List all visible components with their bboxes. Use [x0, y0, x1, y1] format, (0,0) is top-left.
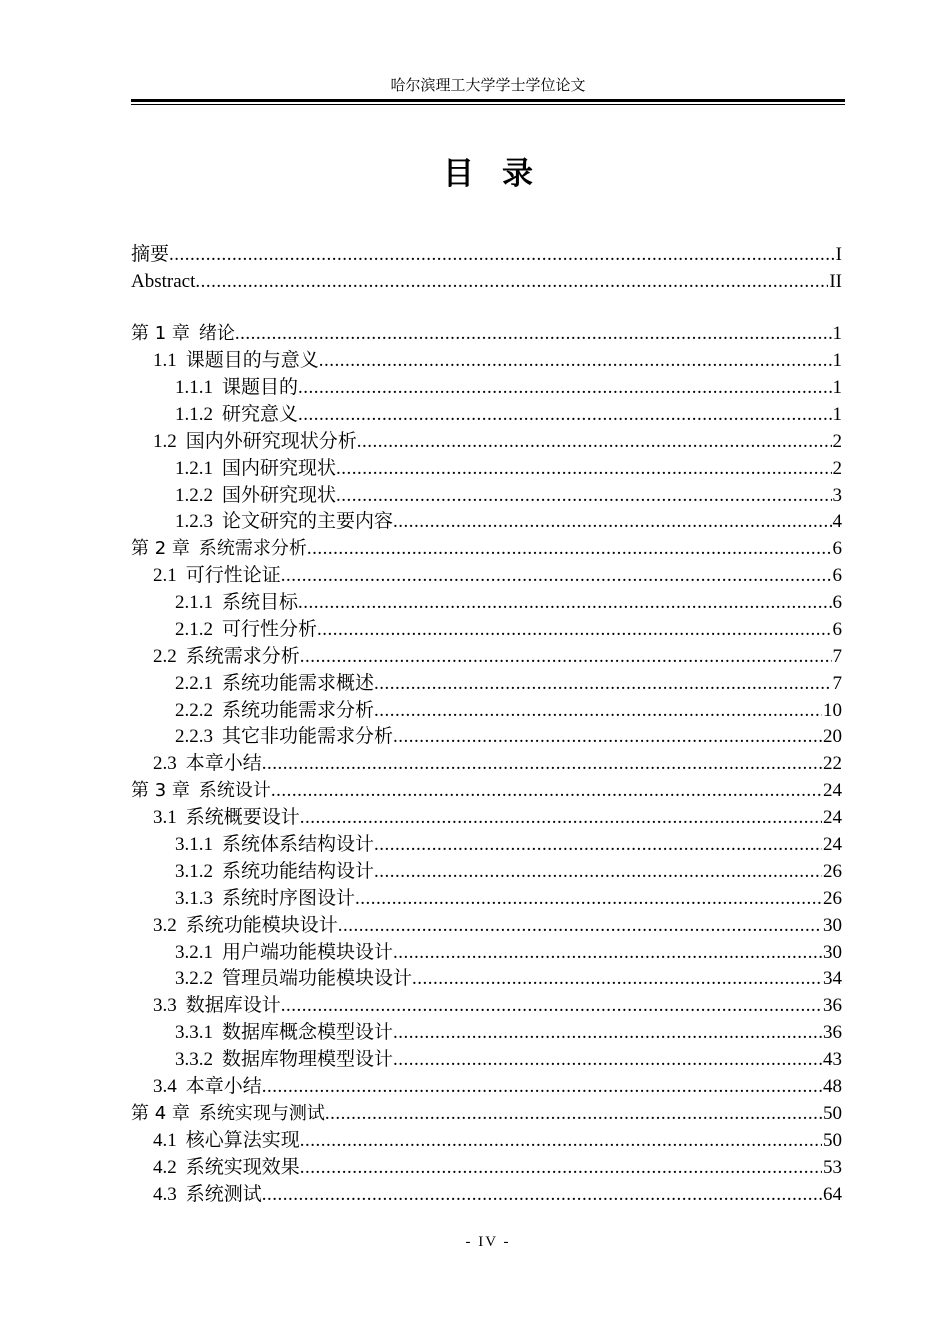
toc-dot-leader	[300, 1127, 822, 1154]
toc-dot-leader	[300, 643, 832, 670]
toc-entry-title: 可行性论证	[185, 565, 281, 586]
toc-entry-number: 2.2.1	[175, 673, 213, 694]
toc-entry[interactable]	[131, 374, 842, 401]
toc-dot-leader	[262, 750, 822, 777]
toc-entry-page: 6	[832, 565, 842, 586]
toc-entry-title: 可行性分析	[222, 619, 318, 640]
toc-dot-leader	[374, 831, 822, 858]
toc-entry[interactable]	[131, 268, 842, 295]
toc-entry-number: 2.1.2	[175, 619, 213, 640]
toc-entry-page: 24	[823, 834, 842, 855]
toc-dot-leader	[412, 965, 822, 992]
toc-entry-number: 1.2	[153, 431, 177, 452]
toc-entry-page: 24	[823, 780, 842, 801]
toc-dot-leader	[281, 562, 832, 589]
toc-entry-number: 4.3	[153, 1184, 177, 1205]
toc-entry[interactable]	[131, 1154, 842, 1181]
toc-dot-leader	[355, 885, 822, 912]
toc-entry-page: 50	[823, 1130, 842, 1151]
toc-entry-page: 3	[832, 485, 842, 506]
toc-entry-title: 国外研究现状	[222, 485, 337, 506]
toc-entry-page: 10	[823, 700, 842, 721]
toc-entry[interactable]	[131, 912, 842, 939]
toc-dot-leader	[298, 374, 831, 401]
toc-dot-leader	[307, 535, 832, 562]
toc-entry-number: 2.2.2	[175, 700, 213, 721]
toc-entry-page: 36	[823, 1022, 842, 1043]
header-rule-thick	[131, 99, 845, 102]
toc-entry-page: 6	[832, 538, 842, 559]
toc-entry-page: 6	[832, 592, 842, 613]
toc-dot-leader	[393, 508, 831, 535]
toc-entry-page: I	[835, 244, 842, 265]
toc-entry-page: 30	[823, 915, 842, 936]
toc-entry-page: 2	[832, 458, 842, 479]
toc-entry-title: 核心算法实现	[185, 1130, 300, 1151]
toc-dot-leader	[374, 858, 822, 885]
toc-entry-title: 系统实现效果	[185, 1157, 300, 1178]
toc-entry-title: 系统功能需求分析	[222, 700, 375, 721]
toc-entry[interactable]	[131, 697, 842, 724]
toc-dot-leader	[374, 697, 822, 724]
toc-entry-page: 26	[823, 861, 842, 882]
toc-dot-leader	[298, 401, 831, 428]
toc-entry-number: 3.1	[153, 807, 177, 828]
header-rule-thin	[131, 104, 845, 105]
toc-chapter-entry[interactable]	[131, 320, 842, 347]
toc-entry[interactable]	[131, 1019, 842, 1046]
toc-entry-page: 1	[832, 377, 842, 398]
toc-entry[interactable]	[131, 1127, 842, 1154]
toc-entry-title: 数据库概念模型设计	[222, 1022, 394, 1043]
toc-entry-title: 其它非功能需求分析	[222, 726, 394, 747]
toc-entry-title: 国内研究现状	[222, 458, 337, 479]
toc-entry[interactable]	[131, 885, 842, 912]
toc-entry-page: 64	[823, 1184, 842, 1205]
toc-entry-title: 系统目标	[222, 592, 299, 613]
toc-entry-title: 系统体系结构设计	[222, 834, 375, 855]
toc-entry-number: 第 2 章	[131, 538, 190, 559]
toc-entry-number: 1.2.3	[175, 511, 213, 532]
toc-entry-page: 22	[823, 753, 842, 774]
toc-entry-number: 2.2	[153, 646, 177, 667]
toc-entry[interactable]	[131, 508, 842, 535]
toc-entry-page: 34	[823, 968, 842, 989]
toc-entry-page: 50	[823, 1103, 842, 1124]
toc-dot-leader	[317, 616, 831, 643]
toc-dot-leader	[393, 723, 822, 750]
toc-entry-number: 1.2.2	[175, 485, 213, 506]
toc-entry-number: 3.3	[153, 995, 177, 1016]
toc-entry-page: 30	[823, 942, 842, 963]
toc-dot-leader	[336, 455, 831, 482]
toc-dot-leader	[336, 482, 831, 509]
toc-entry-page: 24	[823, 807, 842, 828]
running-header: 哈尔滨理工大学学士学位论文	[390, 78, 586, 94]
toc-dot-leader	[169, 241, 835, 268]
toc-entry-number: 3.3.1	[175, 1022, 213, 1043]
toc-entry-number: 第 3 章	[131, 780, 190, 801]
toc-entry-page: 4	[832, 511, 842, 532]
toc-entry[interactable]	[131, 804, 842, 831]
toc-entry-page: 7	[832, 646, 842, 667]
toc-entry-page: 43	[823, 1049, 842, 1070]
toc-entry-page: 48	[823, 1076, 842, 1097]
toc-entry-number: 3.2	[153, 915, 177, 936]
toc-entry-number: 3.3.2	[175, 1049, 213, 1070]
toc-entry-title: 系统需求分析	[185, 646, 300, 667]
toc-entry[interactable]	[131, 723, 842, 750]
toc-entry-number: 1.1.1	[175, 377, 213, 398]
toc-dot-leader	[300, 804, 822, 831]
toc-entry-number: 3.1.1	[175, 834, 213, 855]
toc-entry[interactable]	[131, 241, 842, 268]
toc-entry[interactable]	[131, 401, 842, 428]
toc-entry-number: 2.1.1	[175, 592, 213, 613]
toc-entry-title: 系统时序图设计	[222, 888, 356, 909]
toc-entry-number: 3.4	[153, 1076, 177, 1097]
toc-dot-leader	[319, 347, 832, 374]
toc-entry-title: 课题目的与意义	[185, 350, 319, 371]
toc-entry-page: 6	[832, 619, 842, 640]
toc-chapter-entry[interactable]	[131, 777, 842, 804]
toc-entry[interactable]	[131, 347, 842, 374]
toc-entry-number: 第 1 章	[131, 323, 190, 344]
toc-entry-title: 管理员端功能模块设计	[222, 968, 413, 989]
toc-chapter-entry[interactable]	[131, 535, 842, 562]
toc-entry[interactable]	[131, 831, 842, 858]
toc-entry-title: Abstract	[131, 271, 196, 292]
toc-dot-leader	[195, 268, 828, 295]
toc-dot-leader	[393, 1046, 822, 1073]
toc-entry[interactable]	[131, 455, 842, 482]
toc-dot-leader	[298, 589, 831, 616]
toc-dot-leader	[262, 1181, 822, 1208]
toc-dot-leader	[325, 1100, 822, 1127]
toc-entry-title: 课题目的	[222, 377, 299, 398]
toc-entry-number: 1.1	[153, 350, 177, 371]
toc-entry-number: 3.2.1	[175, 942, 213, 963]
toc-entry-page: II	[829, 271, 842, 292]
toc-entry[interactable]	[131, 965, 842, 992]
toc-entry-page: 1	[832, 404, 842, 425]
toc-entry-number: 1.1.2	[175, 404, 213, 425]
toc-entry[interactable]	[131, 858, 842, 885]
toc-entry-title: 数据库物理模型设计	[222, 1049, 394, 1070]
toc-entry[interactable]	[131, 750, 842, 777]
toc-entry-title: 数据库设计	[185, 995, 281, 1016]
toc-dot-leader	[393, 939, 822, 966]
toc-entry[interactable]	[131, 562, 842, 589]
toc-entry-page: 7	[832, 673, 842, 694]
toc-entry[interactable]	[131, 670, 842, 697]
toc-entry[interactable]	[131, 1073, 842, 1100]
toc-entry-number: 4.2	[153, 1157, 177, 1178]
toc-entry-page: 1	[832, 350, 842, 371]
toc-dot-leader	[393, 1019, 822, 1046]
toc-dot-leader	[271, 777, 822, 804]
toc-entry-title: 系统功能模块设计	[185, 915, 338, 936]
toc-entry-title: 系统设计	[198, 780, 271, 801]
toc-entry-number: 3.1.2	[175, 861, 213, 882]
toc-entry-title: 系统需求分析	[198, 538, 307, 559]
toc-entry-page: 53	[823, 1157, 842, 1178]
toc-dot-leader	[281, 992, 822, 1019]
toc-dot-leader	[262, 1073, 822, 1100]
toc-entry-title: 系统测试	[185, 1184, 262, 1205]
toc-entry-number: 第 4 章	[131, 1103, 190, 1124]
toc-entry-number: 2.2.3	[175, 726, 213, 747]
toc-entry[interactable]	[131, 939, 842, 966]
toc-entry-title: 论文研究的主要内容	[222, 511, 394, 532]
toc-entry[interactable]	[131, 992, 842, 1019]
toc-entry-title: 系统功能需求概述	[222, 673, 375, 694]
toc-chapter-entry[interactable]	[131, 1100, 842, 1127]
toc-dot-leader	[374, 670, 831, 697]
toc-entry-title: 绪论	[198, 323, 235, 344]
toc-entry-title: 本章小结	[185, 1076, 262, 1097]
toc-entry-number: 3.1.3	[175, 888, 213, 909]
toc-entry[interactable]	[131, 643, 842, 670]
toc-entry-number: 4.1	[153, 1130, 177, 1151]
toc-entry[interactable]	[131, 482, 842, 509]
toc-entry-page: 20	[823, 726, 842, 747]
toc-entry-title: 系统实现与测试	[198, 1103, 325, 1124]
toc-entry[interactable]	[131, 616, 842, 643]
toc-entry-title: 用户端功能模块设计	[222, 942, 394, 963]
toc-dot-leader	[235, 320, 832, 347]
toc-entry-title: 本章小结	[185, 753, 262, 774]
toc-entry[interactable]	[131, 1046, 842, 1073]
toc-entry-page: 1	[832, 323, 842, 344]
toc-entry-title: 国内外研究现状分析	[185, 431, 357, 452]
toc-entry-title: 摘要	[131, 244, 170, 265]
toc-title: 目录	[443, 156, 561, 192]
toc-entry-page: 36	[823, 995, 842, 1016]
toc-entry[interactable]	[131, 589, 842, 616]
page-number: - IV -	[465, 1234, 511, 1250]
toc-dot-leader	[300, 1154, 822, 1181]
toc-entry-number: 2.3	[153, 753, 177, 774]
toc-entry-title: 研究意义	[222, 404, 299, 425]
toc-entry-number: 3.2.2	[175, 968, 213, 989]
toc-entry[interactable]	[131, 428, 842, 455]
toc-entry-title: 系统功能结构设计	[222, 861, 375, 882]
toc-entry[interactable]	[131, 1181, 842, 1208]
toc-entry-page: 2	[832, 431, 842, 452]
toc-entry-number: 2.1	[153, 565, 177, 586]
toc-entry-number: 1.2.1	[175, 458, 213, 479]
toc-dot-leader	[357, 428, 832, 455]
toc-dot-leader	[338, 912, 822, 939]
toc-entry-title: 系统概要设计	[185, 807, 300, 828]
toc-entry-page: 26	[823, 888, 842, 909]
